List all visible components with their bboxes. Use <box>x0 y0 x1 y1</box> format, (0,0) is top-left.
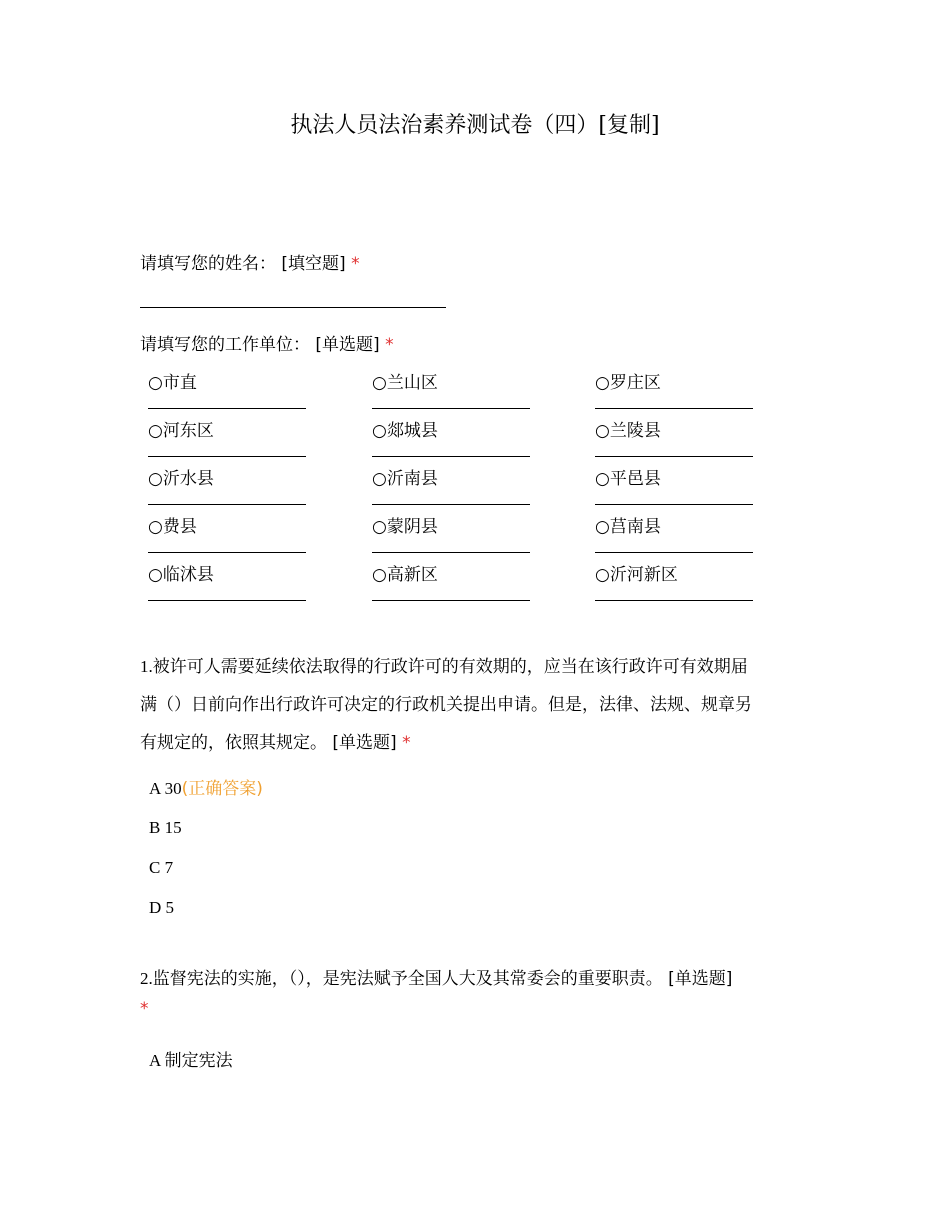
unit-option[interactable]: ○郯城县 <box>372 416 532 464</box>
unit-option[interactable]: ○兰陵县 <box>595 416 755 464</box>
question-type-badge: [单选题] <box>315 335 380 355</box>
question-type-badge: [单选题] <box>332 733 397 753</box>
q1-choice-c[interactable]: C 7 <box>149 858 174 877</box>
unit-option[interactable]: ○沂南县 <box>372 464 532 512</box>
q1-choice-b[interactable]: B 15 <box>149 818 182 837</box>
unit-option[interactable]: ○市直 <box>148 368 308 416</box>
unit-option[interactable]: ○河东区 <box>148 416 308 464</box>
correct-answer-tag: (正确答案) <box>181 779 263 799</box>
unit-option[interactable]: ○临沭县 <box>148 560 308 608</box>
unit-option[interactable]: ○高新区 <box>372 560 532 608</box>
question-2: 2.监督宪法的实施，（），是宪法赋予全国人大及其常委会的重要职责。 [单选题] * <box>140 965 815 1023</box>
unit-option[interactable]: ○费县 <box>148 512 308 560</box>
question-name-label: 请填写您的姓名： <box>140 254 276 274</box>
question-1-line: 有规定的，依照其规定。 [单选题] * <box>140 733 411 753</box>
required-mark: * <box>402 733 411 753</box>
name-input-line[interactable] <box>140 307 446 308</box>
unit-option[interactable]: ○罗庄区 <box>595 368 755 416</box>
q2-choice-a[interactable]: A 制定宪法 <box>149 1051 233 1071</box>
question-type-badge: [单选题] <box>668 969 733 989</box>
question-1 <box>140 648 815 762</box>
required-mark: * <box>140 999 149 1019</box>
unit-option[interactable]: ○平邑县 <box>595 464 755 512</box>
page-title: 执法人员法治素养测试卷（四）[复制] <box>290 113 660 138</box>
question-name <box>140 252 360 276</box>
question-1-line: 1.被许可人需要延续依法取得的行政许可的有效期的，应当在该行政许可有效期届 <box>140 657 748 677</box>
required-mark: * <box>385 335 394 355</box>
unit-option[interactable]: ○沂水县 <box>148 464 308 512</box>
unit-option[interactable]: ○沂河新区 <box>595 560 755 608</box>
unit-option[interactable]: ○莒南县 <box>595 512 755 560</box>
question-type-badge: [填空题] <box>281 254 346 274</box>
unit-option[interactable]: ○蒙阴县 <box>372 512 532 560</box>
question-1-line: 满（）日前向作出行政许可决定的行政机关提出申请。但是，法律、法规、规章另 <box>140 695 752 715</box>
question-unit <box>140 333 394 357</box>
required-mark: * <box>351 254 360 274</box>
q1-choice-d[interactable]: D 5 <box>149 898 175 917</box>
question-unit-label: 请填写您的工作单位： <box>140 335 310 355</box>
unit-option[interactable]: ○兰山区 <box>372 368 532 416</box>
q1-choice-a[interactable]: A 30(正确答案) <box>149 779 263 799</box>
